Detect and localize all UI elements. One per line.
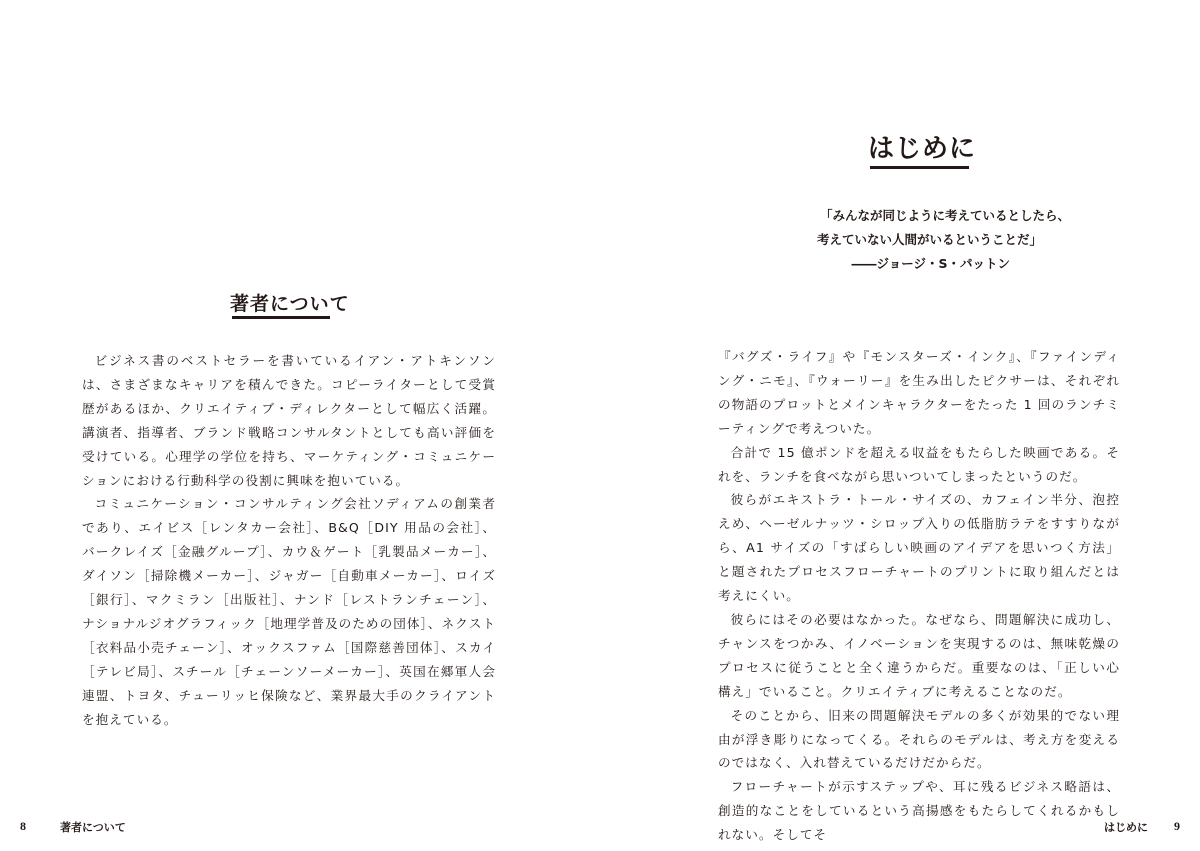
about-author-body xyxy=(82,349,496,732)
paragraph: そのことから、旧来の問題解決モデルの多くが効果的でない理由が浮き彫りになってくる。それらのモデルは、考え方を変えるのではなく、入れ替えているだけだからだ。 xyxy=(718,707,1120,771)
heading-underline xyxy=(870,166,969,169)
epigraph-line: 考えていない人間がいるということだ」 xyxy=(816,232,1042,247)
running-head: はじめに xyxy=(1104,821,1148,834)
section-heading-introduction: はじめに xyxy=(868,134,977,164)
running-head: 著者について xyxy=(60,821,126,834)
epigraph xyxy=(760,204,1070,276)
paragraph: 合計で 15 億ポンドを超える収益をもたらした映画である。それを、ランチを食べながら思いついてしまったというのだ。 xyxy=(718,444,1120,484)
paragraph: 彼らにはその必要はなかった。なぜなら、問題解決に成功し、チャンスをつかみ、イノベーションを実現するのは、無味乾燥のプロセスに従うことと全く違うからだ。重要なのは、「正しい心構え」でいること。クリエイティブに考えることなのだ。 xyxy=(718,611,1120,699)
paragraph: ビジネス書のベストセラーを書いているイアン・アトキンソンは、さまざまなキャリアを積んできた。コピーライターとして受賞歴があるほか、クリエイティブ・ディレクターとして幅広く活躍。講演者、指導者、ブランド戦略コンサルタントとしても高い評価を受けている。心理学の学位を持ち、マーケティング・コミュニケーションにおける行動科学の役割に興味を抱いている。 xyxy=(82,353,496,488)
paragraph: 彼らがエキストラ・トール・サイズの、カフェイン半分、泡控えめ、ヘーゼルナッツ・シロップ入りの低脂肪ラテをすすりながら、A1 サイズの「すばらしい映画のアイデアを思いつく方法」と題されたプロセスフローチャートのプリントに取り組んだとは考えにくい。 xyxy=(718,492,1120,604)
paragraph: 『バグズ・ライフ』や『モンスターズ・インク』、『ファインディング・ニモ』、『ウォーリー』を生み出したピクサーは、それぞれの物語のプロットとメインキャラクターをたった 1 回のランチミーティングで考えついた。 xyxy=(718,349,1120,436)
epigraph-attribution: ――ジョージ・S・パットン xyxy=(851,256,1010,271)
paragraph: コミュニケーション・コンサルティング会社ソディアムの創業者であり、エイビス［レンタカー会社］、B&Q［DIY 用品の会社］、バークレイズ［金融グループ］、カウ＆ゲート［乳製品メーカー］、ダイソン［掃除機メーカー］、ジャガー［自動車メーカー］、ロイズ［銀行］、マクミラン［出版社］、ナンド［レストランチェーン］、ナショナルジオグラフィック［地理学普及のための団体］、ネクスト［衣料品小売チェーン］、オックスファム［国際慈善団体］、スカイ［テレビ局］、スチール［チェーンソーメーカー］、英国在郷軍人会連盟、トヨタ、チューリッヒ保険など、業界最大手のクライアントを抱えている。 xyxy=(82,496,496,727)
heading-underline xyxy=(232,316,330,319)
page-number: 9 xyxy=(1174,819,1180,833)
introduction-body xyxy=(718,345,1120,847)
paragraph: フローチャートが示すステップや、耳に残るビジネス略語は、創造的なことをしているという高揚感をもたらしてくれるかもしれない。そしてそ xyxy=(718,779,1120,843)
section-heading-about-author: 著者について xyxy=(230,293,350,315)
epigraph-line: 「みんなが同じように考えているとしたら、 xyxy=(819,208,1070,223)
page-number: 8 xyxy=(20,819,26,833)
right-page xyxy=(600,0,1200,851)
